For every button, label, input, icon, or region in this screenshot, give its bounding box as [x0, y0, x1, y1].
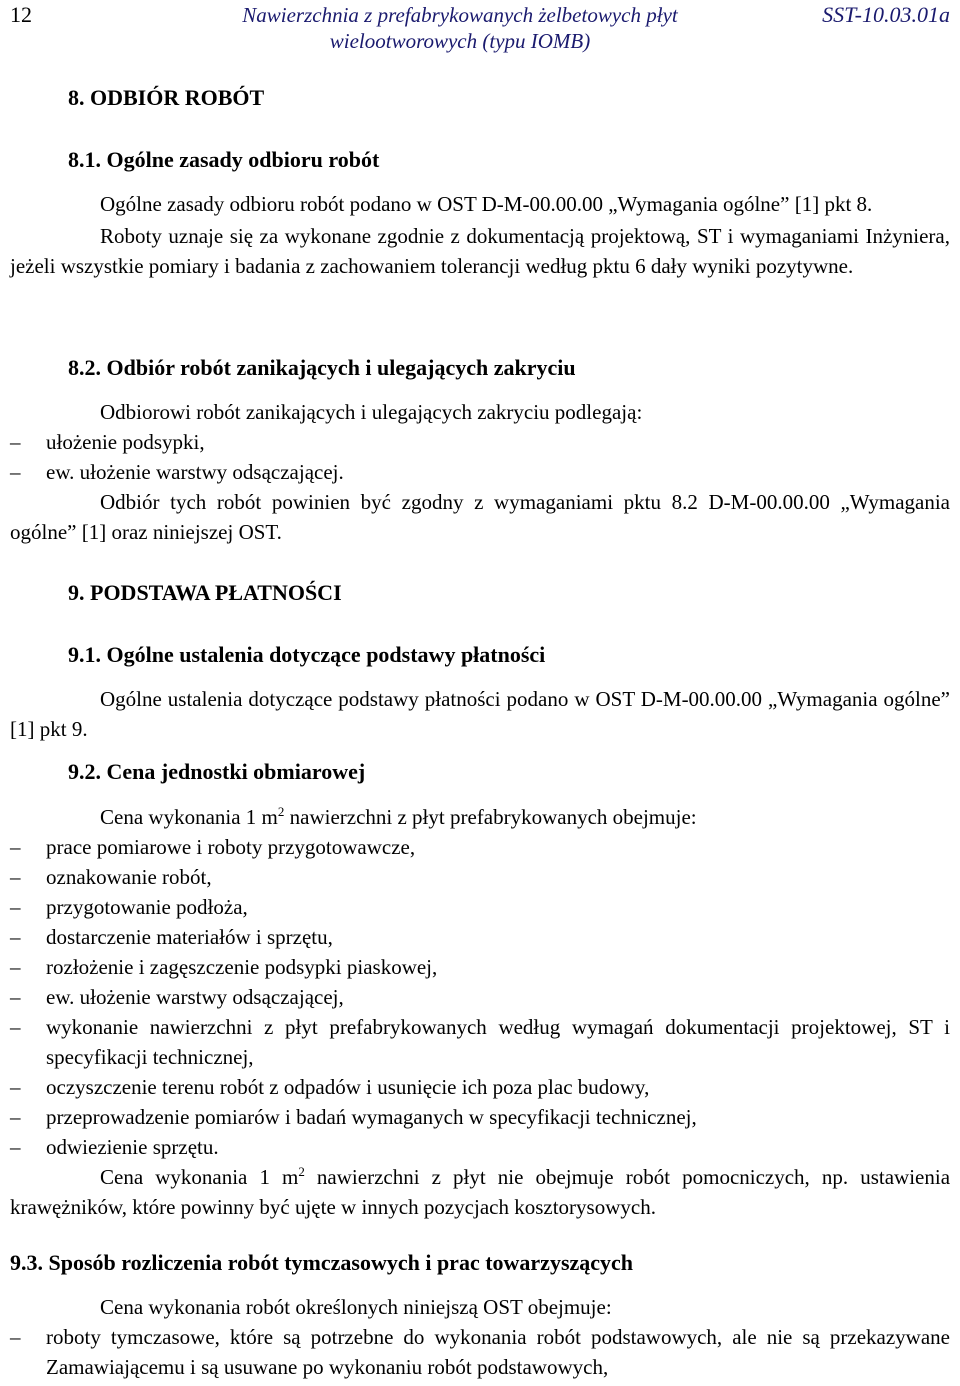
document-code: SST-10.03.01a — [822, 2, 950, 27]
paragraph: Cena wykonania 1 $m^2$ nawierzchni z płyt nie obejmuje robót pomocniczych, np. ustawienia krawężników, które powinny być ujęte w innych pozycjach kosztorysowych. — [10, 1164, 951, 1219]
section-8-2-content — [10, 397, 950, 547]
list — [10, 1322, 950, 1382]
list-item: – oznakowanie robót, — [10, 862, 950, 892]
section-8-2-heading: 8.2. Odbiór robót zanikających i ulegających zakryciu — [68, 355, 576, 380]
list-item: – roboty tymczasowe, które są potrzebne do wykonania robót podstawowych, ale nie są przekazywane Zamawiającemu i są usuwane po wykonaniu robót podstawowych, — [10, 1322, 950, 1382]
list-item: – ew. ułożenie warstwy odsączającej. — [10, 457, 950, 487]
section-9-3-heading: 9.3. Sposób rozliczenia robót tymczasowych i prac towarzyszących — [10, 1250, 634, 1275]
section-9-3-content — [10, 1292, 950, 1382]
section-9-2-heading: 9.2. Cena jednostki obmiarowej — [68, 759, 366, 784]
document-title: Nawierzchnia z prefabrykowanych żelbetowych płyt wielootworowych (typu IOMB) — [242, 3, 678, 53]
paragraph: Roboty uznaje się za wykonane zgodnie z dokumentacją projektową, ST i wymaganiami Inżyniera, jeżeli wszystkie pomiary i badania z zachowaniem tolerancji według pktu 6 dały wyniki pozytywne. — [10, 224, 950, 278]
paragraph: Cena wykonania 1 $m^2$ nawierzchni z płyt prefabrykowanych obejmuje: — [100, 804, 697, 829]
section-8-1-heading: 8.1. Ogólne zasady odbioru robót — [68, 147, 380, 172]
paragraph: Odbiorowi robót zanikających i ulegających zakryciu podlegają: — [100, 400, 643, 424]
section-8-1-content — [10, 189, 950, 281]
list — [10, 427, 950, 487]
list-item: – prace pomiarowe i roboty przygotowawcze, — [10, 832, 950, 862]
list-item: – odwiezienie sprzętu. — [10, 1132, 950, 1162]
paragraph: Cena wykonania robót określonych niniejszą OST obejmuje: — [100, 1295, 612, 1319]
list-item: – rozłożenie i zagęszczenie podsypki piaskowej, — [10, 952, 950, 982]
list-item: – ułożenie podsypki, — [10, 427, 950, 457]
section-9-1-content — [10, 684, 950, 744]
list-item: – dostarczenie materiałów i sprzętu, — [10, 922, 950, 952]
section-9-heading: 9. PODSTAWA PŁATNOŚCI — [68, 580, 342, 605]
list-item: – przygotowanie podłoża, — [10, 892, 950, 922]
page-header — [10, 0, 950, 62]
list-item: – oczyszczenie terenu robót z odpadów i usunięcie ich poza plac budowy, — [10, 1072, 950, 1102]
list-item: – wykonanie nawierzchni z płyt prefabrykowanych według wymagań dokumentacji projektowej, ST i specyfikacji technicznej, — [10, 1012, 950, 1072]
section-8-heading: 8. ODBIÓR ROBÓT — [68, 85, 265, 110]
paragraph: Ogólne zasady odbioru robót podano w OST D-M-00.00.00 „Wymagania ogólne” [1] pkt 8. — [100, 192, 873, 216]
page-number: 12 — [10, 2, 32, 27]
list-item: – przeprowadzenie pomiarów i badań wymaganych w specyfikacji technicznej, — [10, 1102, 950, 1132]
section-9-1-heading: 9.1. Ogólne ustalenia dotyczące podstawy płatności — [68, 642, 546, 667]
section-9-2-content — [10, 802, 950, 1222]
paragraph: Ogólne ustalenia dotyczące podstawy płatności podano w OST D-M-00.00.00 „Wymagania ogólne” [1] pkt 9. — [10, 687, 950, 741]
paragraph: Odbiór tych robót powinien być zgodny z wymaganiami pktu 8.2 D-M-00.00.00 „Wymagania ogólne” [1] oraz niniejszej OST. — [10, 490, 950, 544]
list-item: – ew. ułożenie warstwy odsączającej, — [10, 982, 950, 1012]
list — [10, 832, 950, 1162]
